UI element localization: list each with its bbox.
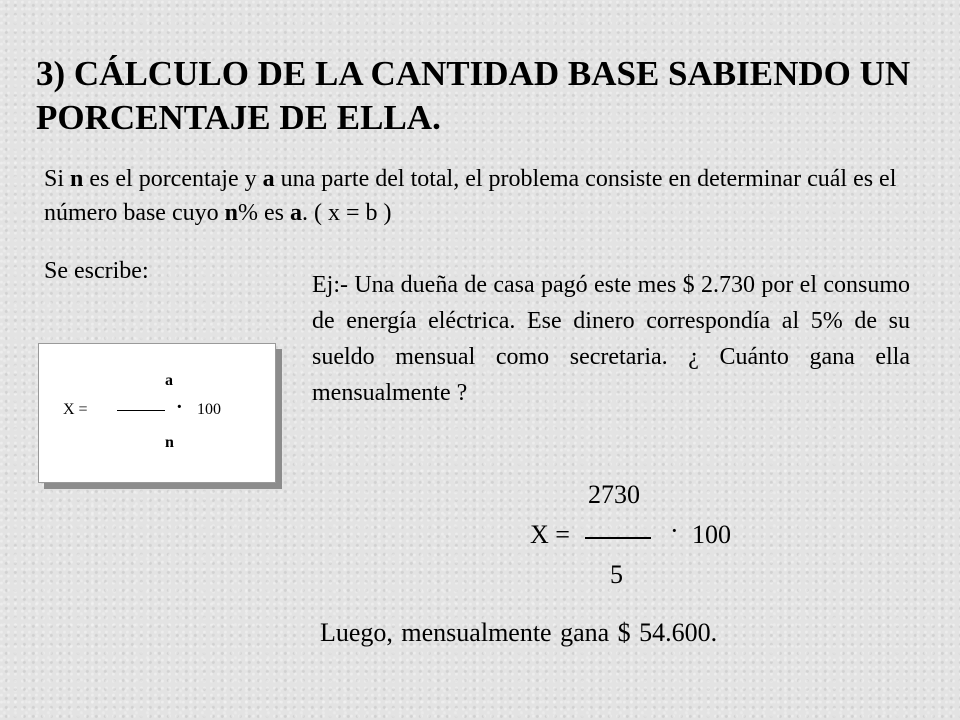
- intro-paragraph: [44, 162, 924, 230]
- formula-multiply-dot: ·: [176, 396, 183, 418]
- formula-denominator: n: [165, 434, 174, 451]
- intro-text-3: una parte del total, el problema consiste en determinar cuál es el número base cuyo: [44, 166, 897, 226]
- se-escribe-label: Se escribe:: [44, 258, 149, 284]
- formula-box: [38, 343, 276, 483]
- variable-a: a: [289, 200, 302, 226]
- example-factor: 100: [692, 520, 731, 549]
- example-lhs: X =: [530, 520, 570, 549]
- intro-text-2: es el porcentaje y: [83, 166, 263, 192]
- slide-title: 3) CÁLCULO DE LA CANTIDAD BASE SABIENDO UN PORCENTAJE DE ELLA.: [36, 54, 911, 137]
- variable-a: a: [262, 166, 275, 192]
- example-numerator: 2730: [588, 480, 640, 509]
- variable-n: n: [70, 166, 84, 192]
- formula-lhs: X =: [63, 401, 88, 418]
- formula-numerator: a: [165, 372, 173, 389]
- formula-factor: 100: [197, 401, 221, 418]
- intro-text-1: Si: [44, 166, 71, 192]
- formula-fraction-bar: [117, 410, 165, 411]
- variable-n: n: [224, 200, 238, 226]
- example-denominator: 5: [610, 560, 623, 589]
- intro-text-4: % es: [237, 200, 290, 226]
- example-multiply-dot: ·: [670, 516, 679, 545]
- conclusion-text: Luego, mensualmente gana $ 54.600.: [320, 618, 718, 647]
- intro-text-5: . ( x = b ): [301, 200, 392, 226]
- example-paragraph: Ej:- Una dueña de casa pagó este mes $ 2.730 por el consumo de energía eléctrica. Ese dinero correspondía al 5% de su sueldo mensual como secretaria. ¿ Cuánto gana ella mensualmente ?: [312, 272, 910, 406]
- example-fraction-bar: [585, 537, 651, 539]
